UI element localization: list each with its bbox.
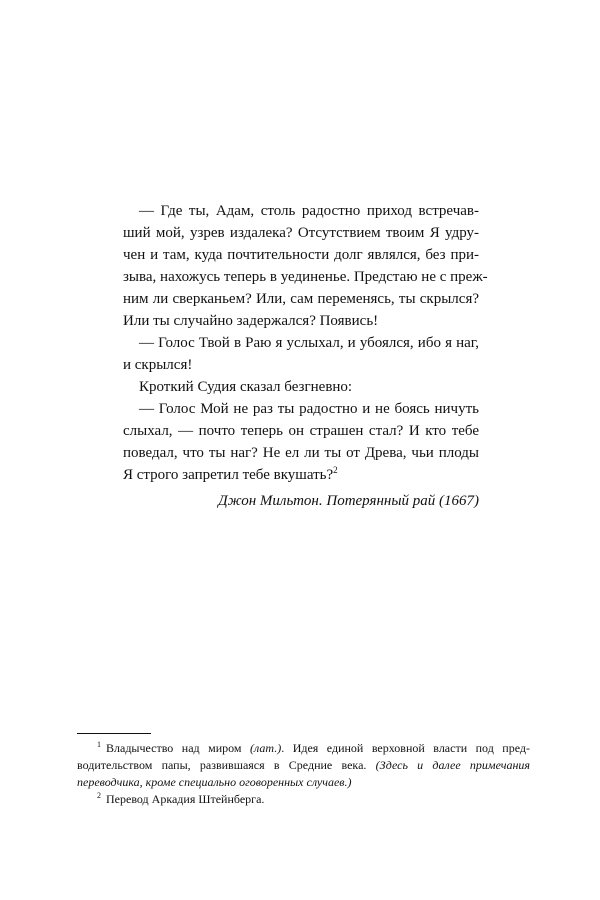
- epigraph-line: ший мой, узрев издалека? Отсутствием твоим Я удру-: [123, 225, 479, 241]
- epigraph-line: Или ты случайно задержался? Появись!: [123, 313, 379, 329]
- footnote-divider: [77, 733, 151, 734]
- epigraph: [123, 200, 488, 512]
- footnote-2: $^2$ Перевод Аркадия Штейнберга.: [97, 791, 265, 806]
- epigraph-line: поведал, что ты наг? Не ел ли ты от Древа, чьи плоды: [123, 445, 479, 461]
- epigraph-attribution: Джон Мильтон. Потерянный рай (1667): [218, 493, 479, 509]
- epigraph-line: Кроткий Судия сказал безгневно:: [139, 379, 353, 395]
- epigraph-line: зыва, нахожусь теперь в уединенье. Предстаю не с преж-: [123, 269, 488, 285]
- footnote-marker: 2: [333, 465, 338, 475]
- footnote-1-marker: 1: [97, 740, 101, 749]
- epigraph-line: — Где ты, Адам, столь радостно приход встречав-: [139, 203, 479, 219]
- footnote-1-line-3: переводчика, кроме специально оговоренных случаев.): [77, 775, 352, 789]
- footnote-1-line-1: $^1$ Владычество над миром (лат.). Идея единой верховной власти под пред-: [97, 740, 530, 755]
- epigraph-line: — Голос Твой в Раю я услыхал, и убоялся, ибо я наг,: [139, 335, 479, 351]
- epigraph-line: слыхал, — почто теперь он страшен стал? И кто тебе: [123, 423, 479, 439]
- footnote-1-lang: (лат.): [250, 741, 282, 755]
- epigraph-line-text: Я строго запретил тебе вкушать?: [123, 467, 334, 483]
- footnote-1-line-2: водительством папы, развившаяся в Средние века. (Здесь и далее примечания: [77, 758, 531, 772]
- epigraph-line: ним ли сверканьем? Или, сам переменясь, ты скрылся?: [123, 291, 479, 307]
- footnotes: [77, 740, 530, 808]
- footnote-1-note: (Здесь и далее примечания: [375, 758, 531, 772]
- epigraph-line: и скрылся!: [123, 357, 193, 373]
- epigraph-line: чен и там, куда почтительности долг являлся, без при-: [123, 247, 479, 263]
- epigraph-line-last: [123, 464, 479, 486]
- footnote-2-marker: 2: [97, 791, 101, 800]
- epigraph-line: — Голос Мой не раз ты радостно и не боясь ничуть: [139, 401, 479, 417]
